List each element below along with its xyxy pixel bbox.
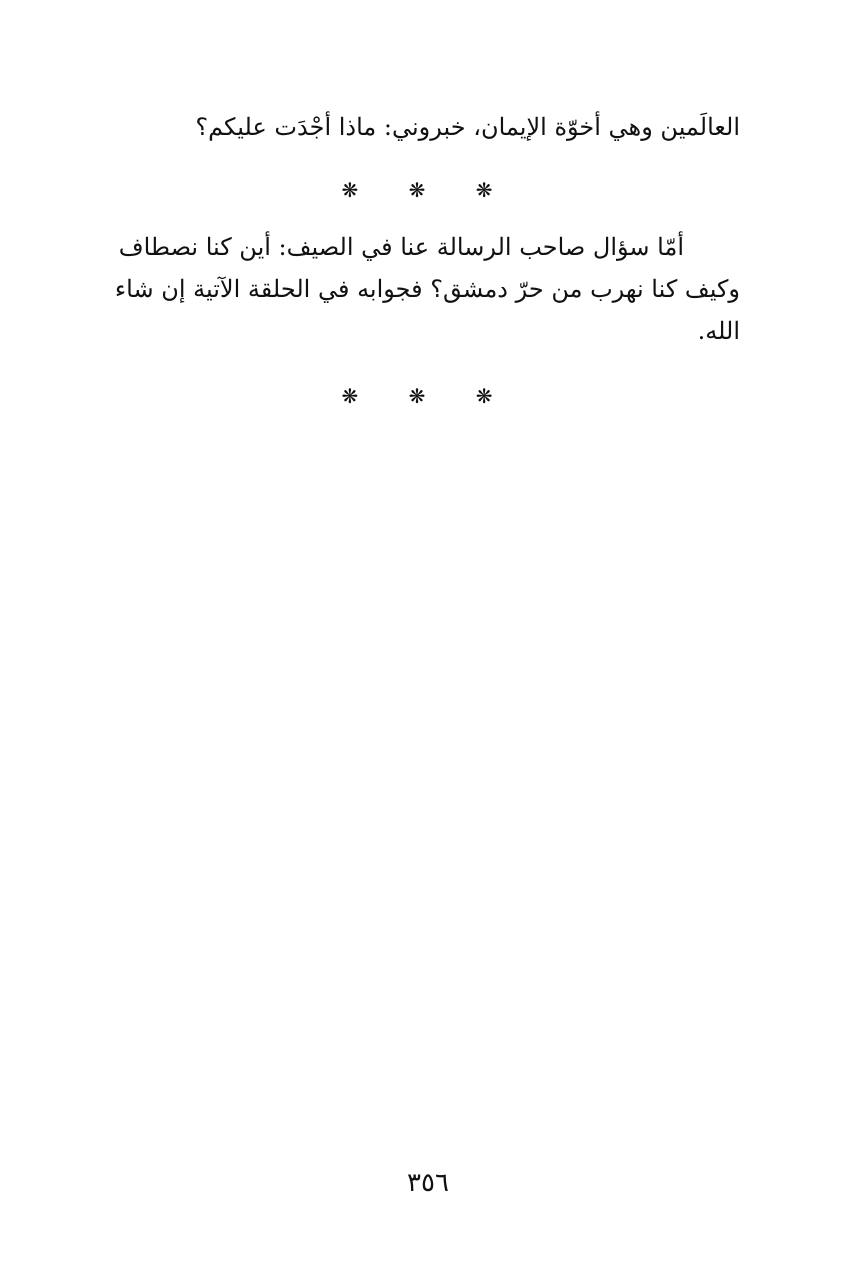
- paragraph-line: وكيف كنا نهرب من حرّ دمشق؟ فجوابه في الحلقة الآتية إن شاء: [114, 275, 740, 303]
- paragraph-line: العالَمين وهي أخوّة الإيمان، خبروني: ماذا أجْدَت عليكم؟: [195, 113, 740, 141]
- paragraph-line: أمّا سؤال صاحب الرسالة عنا في الصيف: أين كنا نصطاف: [118, 233, 684, 261]
- page-number: ٣٥٦: [407, 1168, 449, 1198]
- paragraph: [114, 226, 740, 352]
- paragraph-line: الله.: [697, 317, 740, 345]
- paragraph-continuation: [140, 106, 740, 148]
- section-divider: ❋ ❋ ❋: [341, 384, 515, 408]
- section-divider: ❋ ❋ ❋: [341, 178, 515, 202]
